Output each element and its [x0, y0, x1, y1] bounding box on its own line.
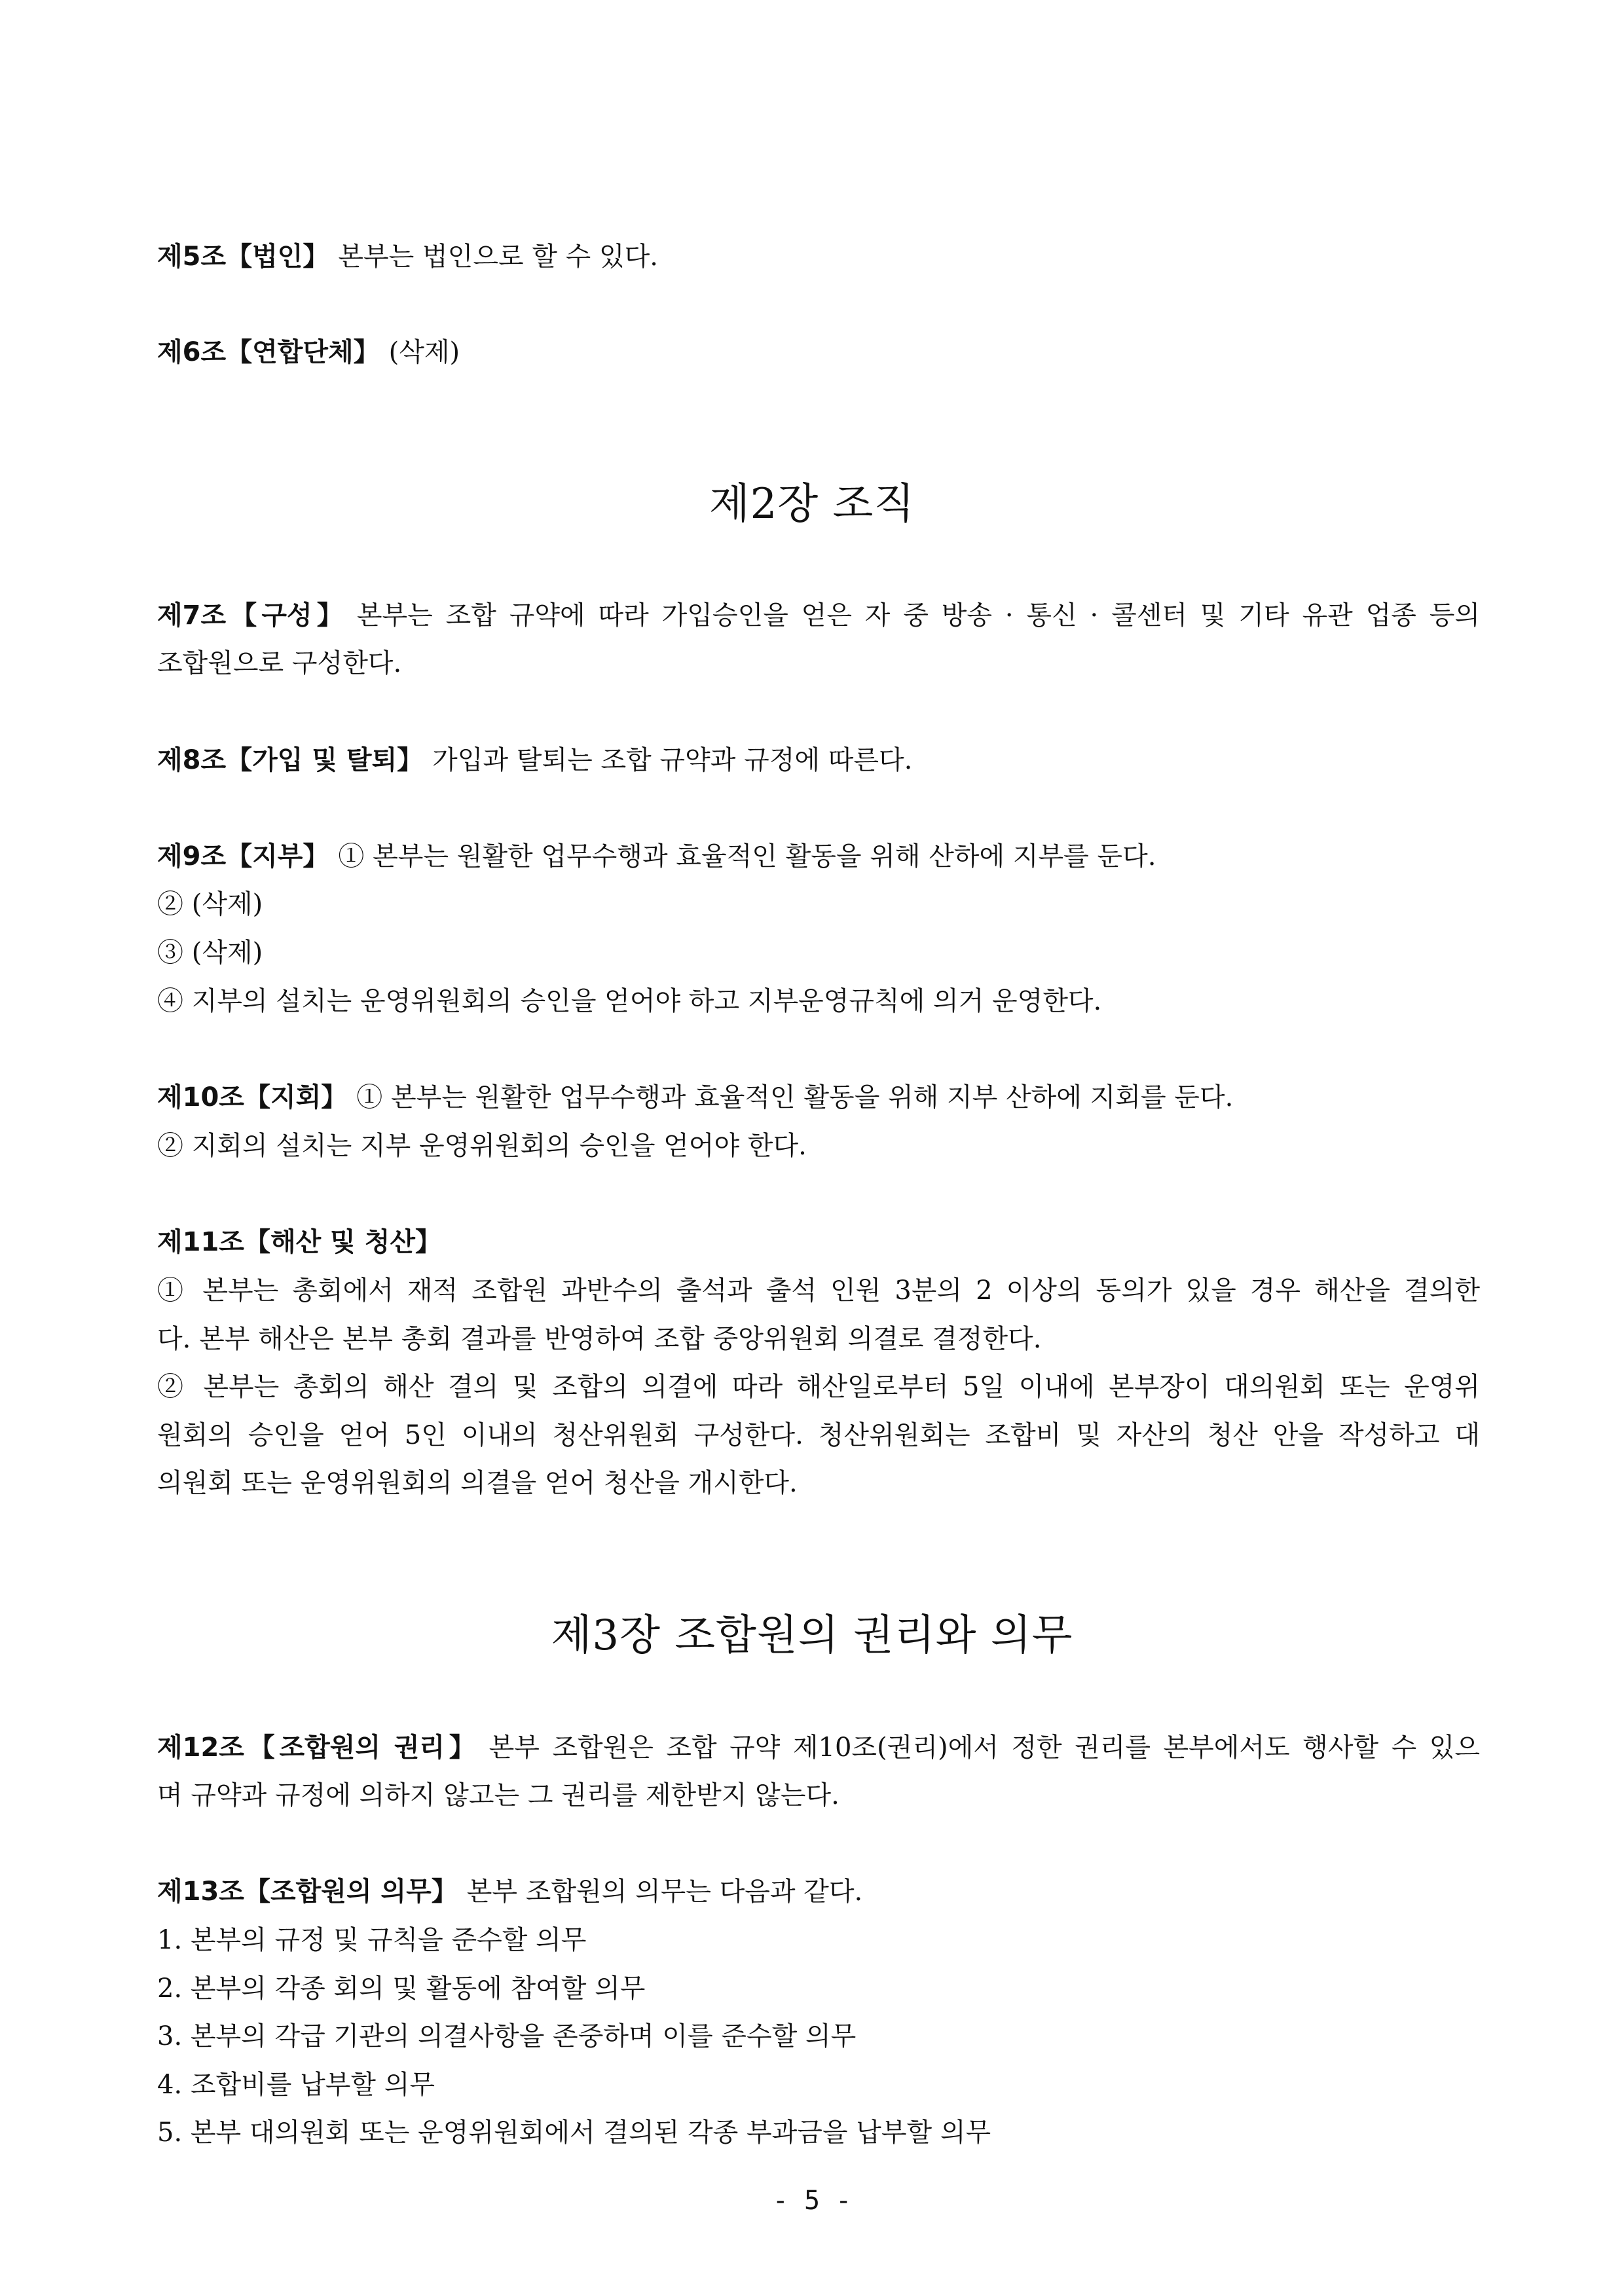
chapter-3-heading: 제3장 조합원의 권리와 의무	[551, 1611, 1073, 1660]
article-7-body-1: 본부는 조합 규약에 따라 가입승인을 얻은 자 중 방송 · 통신 · 콜센터 및 기타 유관 업종 등의	[356, 600, 1480, 631]
article-9-title: 제9조【지부】	[157, 841, 329, 872]
article-12-title: 제12조【조합원의 권리】	[157, 1733, 480, 1763]
article-9-item-4: ④ 지부의 설치는 운영위원회의 승인을 얻어야 하고 지부운영규칙에 의거 운영한다.	[157, 986, 1102, 1016]
article-11-line-1: ① 본부는 총회에서 재적 조합원 과반수의 출석과 출석 인원 3분의 2 이상의 동의가 있을 경우 해산을 결의한	[157, 1276, 1480, 1306]
article-6-title: 제6조【연합단체】	[157, 337, 380, 367]
article-6	[157, 334, 1480, 371]
article-8-title: 제8조【가입 및 탈퇴】	[157, 745, 424, 775]
list-item: 5. 본부 대의원회 또는 운영위원회에서 결의된 각종 부과금을 납부할 의무	[157, 2118, 991, 2148]
article-11-line-4: 원회의 승인을 얻어 5인 이내의 청산위원회 구성한다. 청산위원회는 조합비 및 자산의 청산 안을 작성하고 대	[157, 1420, 1480, 1450]
article-11-title-line	[157, 1224, 1480, 1260]
article-10-title: 제10조【지회】	[157, 1082, 348, 1112]
article-8	[157, 742, 1480, 779]
article-11-line-5: 의원회 또는 운영위원회의 의결을 얻어 청산을 개시한다.	[157, 1468, 798, 1498]
article-13-title: 제13조【조합원의 의무】	[157, 1877, 458, 1907]
article-12-line-1	[157, 1729, 1480, 1766]
article-9-item-2: ② (삭제)	[157, 889, 263, 919]
article-9-line-1	[157, 838, 1480, 875]
article-10-line-1	[157, 1079, 1480, 1116]
list-item: 3. 본부의 각급 기관의 의결사항을 존중하며 이를 준수할 의무	[157, 2021, 857, 2051]
article-9-item-3: ③ (삭제)	[157, 938, 263, 968]
article-7-title: 제7조【구성】	[157, 600, 348, 631]
list-item: 4. 조합비를 납부할 의무	[157, 2070, 435, 2100]
article-13-body: 본부 조합원의 의무는 다음과 같다.	[466, 1877, 863, 1907]
article-7-line-2: 조합원으로 구성한다.	[157, 648, 402, 678]
article-10-item-2: ② 지회의 설치는 지부 운영위원회의 승인을 얻어야 한다.	[157, 1131, 807, 1161]
article-7-line-1	[157, 597, 1480, 634]
chapter-2-heading: 제2장 조직	[709, 480, 915, 528]
list-item: 1. 본부의 규정 및 규칙을 준수할 의무	[157, 1925, 587, 1955]
article-8-body: 가입과 탈퇴는 조합 규약과 규정에 따른다.	[432, 745, 913, 775]
article-12-line-2: 며 규약과 규정에 의하지 않고는 그 권리를 제한받지 않는다.	[157, 1780, 840, 1810]
article-13-line-1	[157, 1873, 1480, 1910]
article-11-line-3: ② 본부는 총회의 해산 결의 및 조합의 의결에 따라 해산일로부터 5일 이내에 본부장이 대의원회 또는 운영위	[157, 1372, 1480, 1402]
article-6-body: (삭제)	[388, 337, 460, 367]
article-12-body-1: 본부 조합원은 조합 규약 제10조(권리)에서 정한 권리를 본부에서도 행사할 수 있으	[489, 1733, 1480, 1763]
article-5	[157, 238, 1480, 275]
article-5-body: 본부는 법인으로 할 수 있다.	[338, 242, 659, 272]
article-9-item-1: ① 본부는 원활한 업무수행과 효율적인 활동을 위해 산하에 지부를 둔다.	[338, 841, 1156, 872]
article-11-line-2: 다. 본부 해산은 본부 총회 결과를 반영하여 조합 중앙위원회 의결로 결정한다.	[157, 1324, 1042, 1354]
article-10-item-1: ① 본부는 원활한 업무수행과 효율적인 활동을 위해 지부 산하에 지회를 둔다.	[356, 1082, 1234, 1112]
list-item: 2. 본부의 각종 회의 및 활동에 참여할 의무	[157, 1974, 646, 2004]
article-5-title: 제5조【법인】	[157, 242, 329, 272]
page-number: - 5 -	[772, 2186, 852, 2216]
article-11-title: 제11조【해산 및 청산】	[157, 1227, 441, 1257]
